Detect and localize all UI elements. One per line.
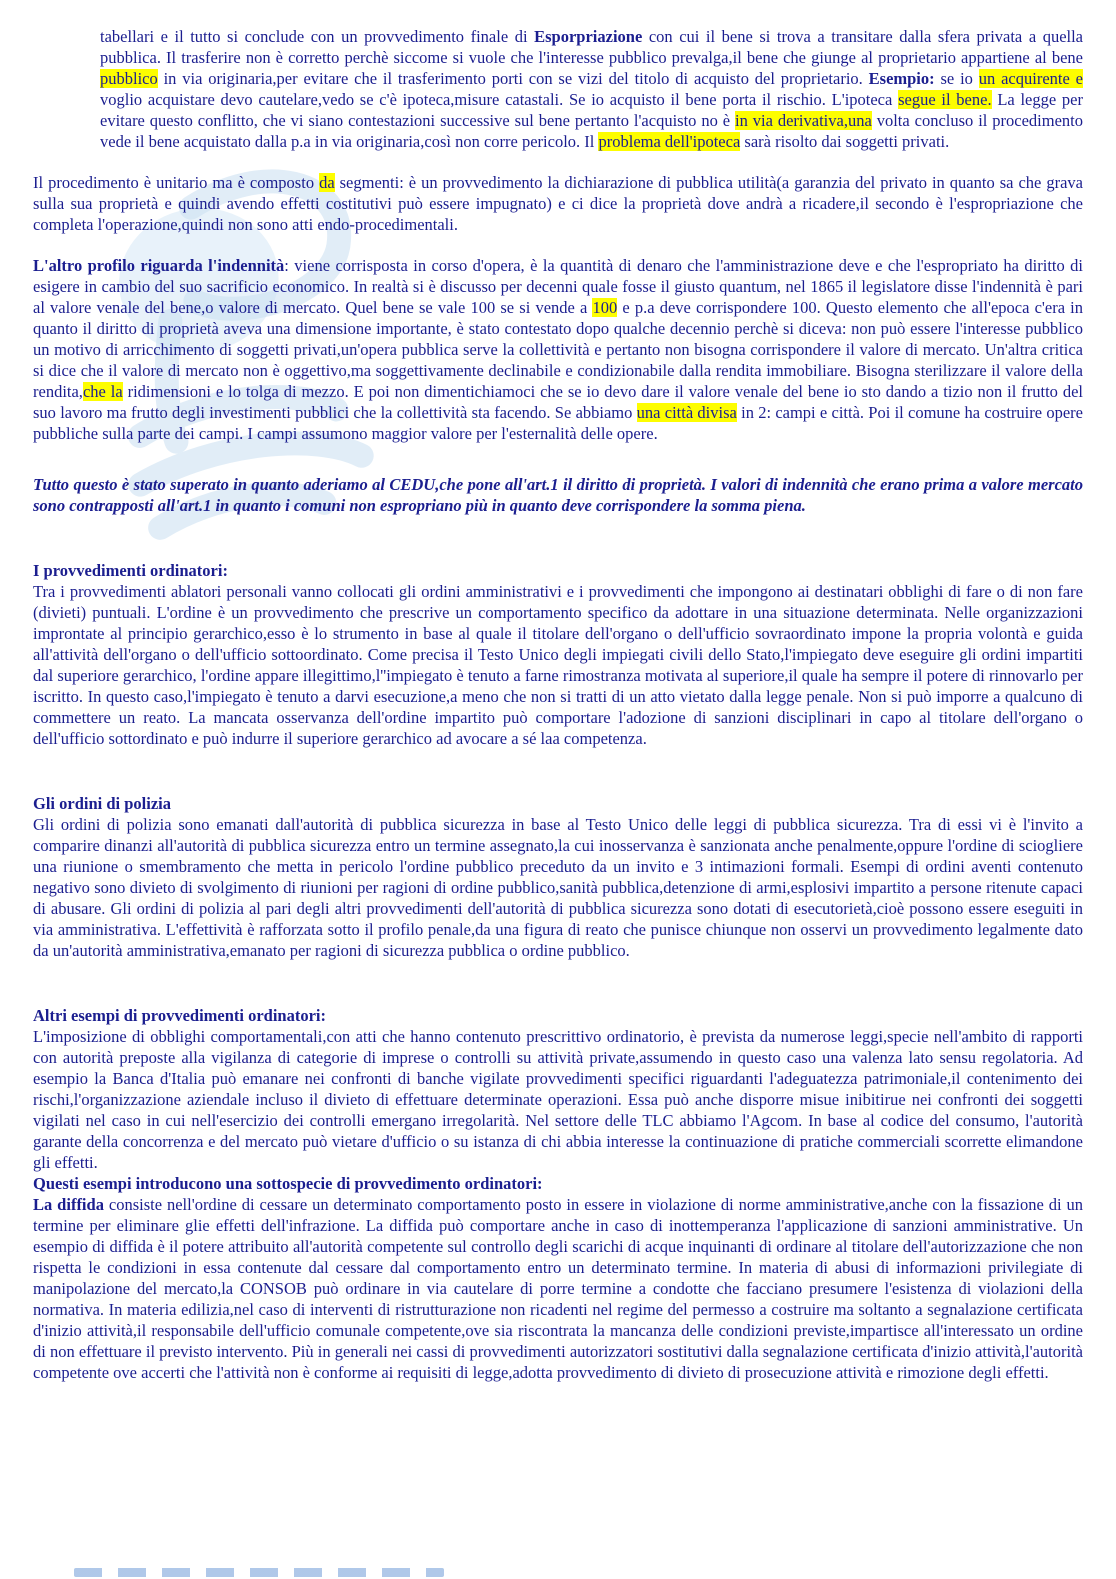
highlighted-text: che la xyxy=(82,382,123,401)
highlighted-text: 100 xyxy=(592,298,618,317)
text-segment: Il procedimento è unitario ma è composto xyxy=(33,173,320,192)
text-segment: ridimensioni e lo tolga di mezzo. E poi non dimentichiamoci che se io devo dare il valore venale del bene io sto dando a tizio non il frutto del suo lavoro ma frutto degli investimenti pubblici che la collettività sta facendo. Se abbiamo xyxy=(33,382,1083,422)
text-segment: se io xyxy=(934,69,979,88)
text-segment: Tra i provvedimenti ablatori personali vanno collocati gli ordini amministrativi e i provvedimenti che impongono ai destinatari obblighi di fare o di non fare (divieti) puntuali. L'ordine è un provvedimento che prescrive un comportamento specifico da adottare in una situazione determinata. Nelle organizzazioni improntate al principio gerarchico,esso è lo strumento in base al quale il titolare dell'organo o dell'ufficio sovraordinato impone la propria volontà e guida all'attività dell'organo o dell'ufficio sottoordinato. Come precisa il Testo Unico degli impiegati civili dello Stato,l'impiegato deve eseguire gli ordini impartiti dal superiore gerarchico, l'ordine appare illegittimo,l''impiegato è tenuto a farne rimostranza motivata al superiore,il quale ha sempre il potere di rinnovarlo per iscritto. In questo caso,l'impiegato è tenuto a darvi esecuzione,a meno che non si tratti di un atto vietato dalla legge penale. Non si può imporre a qualcuno di commettere un reato. La mancata osservanza dell'ordine impartito può comportare l'adozione di sanzioni disciplinari in capo al titolare dell'organo o dell'ufficio sottordinato e può indurre il superiore gerarchico ad avocare a sé laa competenza. xyxy=(33,582,1083,748)
text-segment: in via originaria,per evitare che il trasferimento porti con se vizi del titolo di acquisto del proprietario. xyxy=(157,69,869,88)
paragraph xyxy=(33,581,1083,749)
section-heading xyxy=(33,1005,1083,1026)
text-segment: con cui il bene si trova a transitare dalla sfera privata a quella pubblica. Il trasferire non è corretto perchè siccome si vuole che l'interesse pubblico prevalga,il bene che giunge al proprietario appartiene al bene xyxy=(100,27,1084,67)
section-heading xyxy=(33,793,1083,814)
text-segment: Gli ordini di polizia xyxy=(33,794,171,813)
highlighted-text: una città divisa xyxy=(636,403,737,422)
paragraph xyxy=(33,474,1083,516)
text-segment: consiste nell'ordine di cessare un determinato comportamento posto in essere in violazione di norme amministrative,anche con la fissazione di un termine per eliminare glie effetti dell'infrazione. La diffida può comportare anche in caso di inottemperanza l'applicazione di sanzioni amministrative. Un esempio di diffida è il potere attribuito all'autorità competente sul controllo degli scarichi di acque inquinanti di ordinare al titolare dell'autorizzazione che non rispetta le condizioni in essa contenute dal cessare dal comportamento entro un determinato termine. In materia di abusi di informazioni privilegiate di manipolazione del mercato,la CONSOB può ordinare in via cautelare di porre termine a condotte che facciano presumere l'esistenza di violazioni della normativa. In materia edilizia,nel caso di interventi di ristrutturazione non ricadenti nel regime del permesso a costruire ma soltanto a segnalazione certificata d'inizio attività,il responsabile dell'ufficio comunale competente,ove sia riscontrata la mancanza delle condizioni previste,impartisce all'interessato un ordine di non effettuare il previsto intervento. Più in generali nei cassi di provvedimenti autorizzatori sostitutivi dalla segnalazione certificata d'inizio attività,l'autorità competente ove accerti che l'attività non è conforme ai requisiti di legge,adotta provvedimento di divieto di prosecuzione attività e rimozione degli effetti. xyxy=(33,1195,1083,1382)
text-segment: sarà risolto dai soggetti privati. xyxy=(740,132,950,151)
text-segment: segmenti: è un provvedimento la dichiarazione di pubblica utilità(a garanzia del privato in quanto sa che grava sulla sua proprietà e quindi avendo effetti costitutivi può essere impugnato) e ci dice la proprietà dove andrà a ricadere,il secondo è l'espropriazione che completa l'operazione,quindi non sono atti endo-procedimentali. xyxy=(33,173,1083,234)
text-segment: : viene corrisposta in corso d'opera, è la quantità di denaro che l'amministrazione deve e che l'espropriato ha diritto di esigere in cambio del suo sacrificio economico. In realtà si è discusso per decenni quale fosse il giusto quantum, nel 1865 il legislatore disse l'indennità è pari al valore venale del bene,o valore di mercato. Quel bene se vale 100 se si vende a xyxy=(33,256,1083,317)
text-segment: Esporpriazione xyxy=(534,27,643,46)
highlighted-text: pubblico xyxy=(100,69,158,88)
text-segment: e p.a deve corrispondere 100. Questo elemento che all'epoca c'era in quanto il diritto di proprietà aveva una dimensione importante, è stato contestato dopo qualche decennio perchè si diceva: non può essere l'interesse pubblico un motivo di arricchimento di soggetti privati,un'opera pubblica serve la collettività e pertanto non bisogna corrispondere il valore di mercato. Un'altra critica si dice che il valore di mercato non è oggettivo,ma soggettivamente declinabile e condizionabile dalla rendita immobiliare. Bisogna sterilizzare il valore della rendita, xyxy=(33,298,1084,401)
text-segment: La legge per evitare questo conflitto, che vi siano contestazioni successive sul bene pertanto l'acquisto no è xyxy=(100,90,1084,130)
paragraph xyxy=(33,1173,1083,1194)
text-segment: L'imposizione di obblighi comportamentali,con atti che hanno contenuto prescrittivo ordinatorio, è prevista da numerose leggi,specie nell'ambito di rapporti con autorità preposte alla vigilanza di categorie di imprese o controlli su attività private,assumendo in questo caso una valenza lato sensu regolatoria. Ad esempio la Banca d'Italia può emanare nei confronti di banche vigilate provvedimenti specifici riguardanti l'adeguatezza patrimoniale,il contenimento dei rischi,l'organizzazione aziendale incluso il divieto di effettuare determinate operazioni. Essa può anche disporre misue inibitirue nei confronti dei soggetti vigilati nel caso in cui nell'esercizio dei controlli emergano irregolarità. Nel settore delle TLC abbiamo l'Agcom. In base al codice del consumo, l'autorità garante della concorrenza e del mercato può vietare d'ufficio o su istanza di chi abbia interesse la continuazione di pratiche commerciali scorrette elimandone gli effetti. xyxy=(33,1027,1083,1172)
text-segment: Tutto questo è stato superato in quanto aderiamo al CEDU,che pone all'art.1 il diritto di proprietà. I valori di indennità che erano prima a valore mercato sono contrapposti all'art.1 in quanto i comuni non espropriano più in quanto deve corrispondere la somma piena. xyxy=(33,475,1083,515)
highlighted-text: da xyxy=(319,173,335,192)
highlighted-text: un acquirente e xyxy=(978,69,1083,88)
cut-text-artifact xyxy=(74,1568,444,1577)
text-segment: tabellari e il tutto si conclude con un provvedimento finale di xyxy=(100,27,535,46)
section-heading xyxy=(33,560,1083,581)
text-segment: La diffida xyxy=(33,1195,104,1214)
text-segment: voglio acquistare devo cautelare,vedo se c'è ipoteca,misure catastali. Se io acquisto il bene porta il rischio. L'ipoteca xyxy=(100,90,899,109)
text-segment: Esempio: xyxy=(868,69,935,88)
highlighted-text: in via derivativa,una xyxy=(735,111,872,130)
text-segment: I provvedimenti ordinatori: xyxy=(33,561,228,580)
text-segment: Gli ordini di polizia sono emanati dall'autorità di pubblica sicurezza in base al Testo Unico delle leggi di pubblica sicurezza. Tra di essi vi è l'invito a comparire dinanzi all'autorità di pubblica sicurezza entro un termine assegnato,la cui inosservanza è sanzionata anche penalmente,oppure l'ordine di sciogliere una riunione o smembramento che metta in pericolo l'ordine pubblico preceduto da un invito e 3 intimazioni formali. Esempi di ordini aventi contenuto negativo sono divieto di svolgimento di riunioni per ragioni di ordine pubblico,sanità pubblica,detenzione di armi,esplosivi impartito a persone ritenute capaci di abusare. Gli ordini di polizia al pari degli altri provvedimenti dell'autorità di pubblica sicurezza sono dotati di esecutorietà,cioè possono essere eseguiti in via amministrativa. L'effettività è rafforzata sotto il profilo penale,da una figura di reato che punisce chiunque non osservi un provvedimento legalmente dato da un'autorità amministrativa,emanato per ragioni di sicurezza pubblica o ordine pubblico. xyxy=(33,815,1083,960)
paragraph xyxy=(100,26,1083,152)
paragraph xyxy=(33,255,1083,444)
text-segment: L'altro profilo riguarda l'indennità xyxy=(33,256,285,275)
text-segment: Altri esempi di provvedimenti ordinatori: xyxy=(33,1006,327,1025)
paragraph xyxy=(33,814,1083,961)
paragraph xyxy=(33,172,1083,235)
paragraph xyxy=(33,1194,1083,1383)
text-segment: volta concluso il procedimento vede il bene acquistato dalla p.a in via originaria,così non corre pericolo. Il xyxy=(100,111,1084,151)
highlighted-text: problema dell'ipoteca xyxy=(598,132,741,151)
text-segment: Questi esempi introducono una sottospecie di provvedimento ordinatori: xyxy=(33,1174,543,1193)
text-segment: in 2: campi e città. Poi il comune ha costruire opere pubbliche sulla parte dei campi. I campi assumono maggior valore per l'esternalità delle opere. xyxy=(33,403,1083,443)
paragraph xyxy=(33,1026,1083,1173)
highlighted-text: segue il bene. xyxy=(898,90,992,109)
